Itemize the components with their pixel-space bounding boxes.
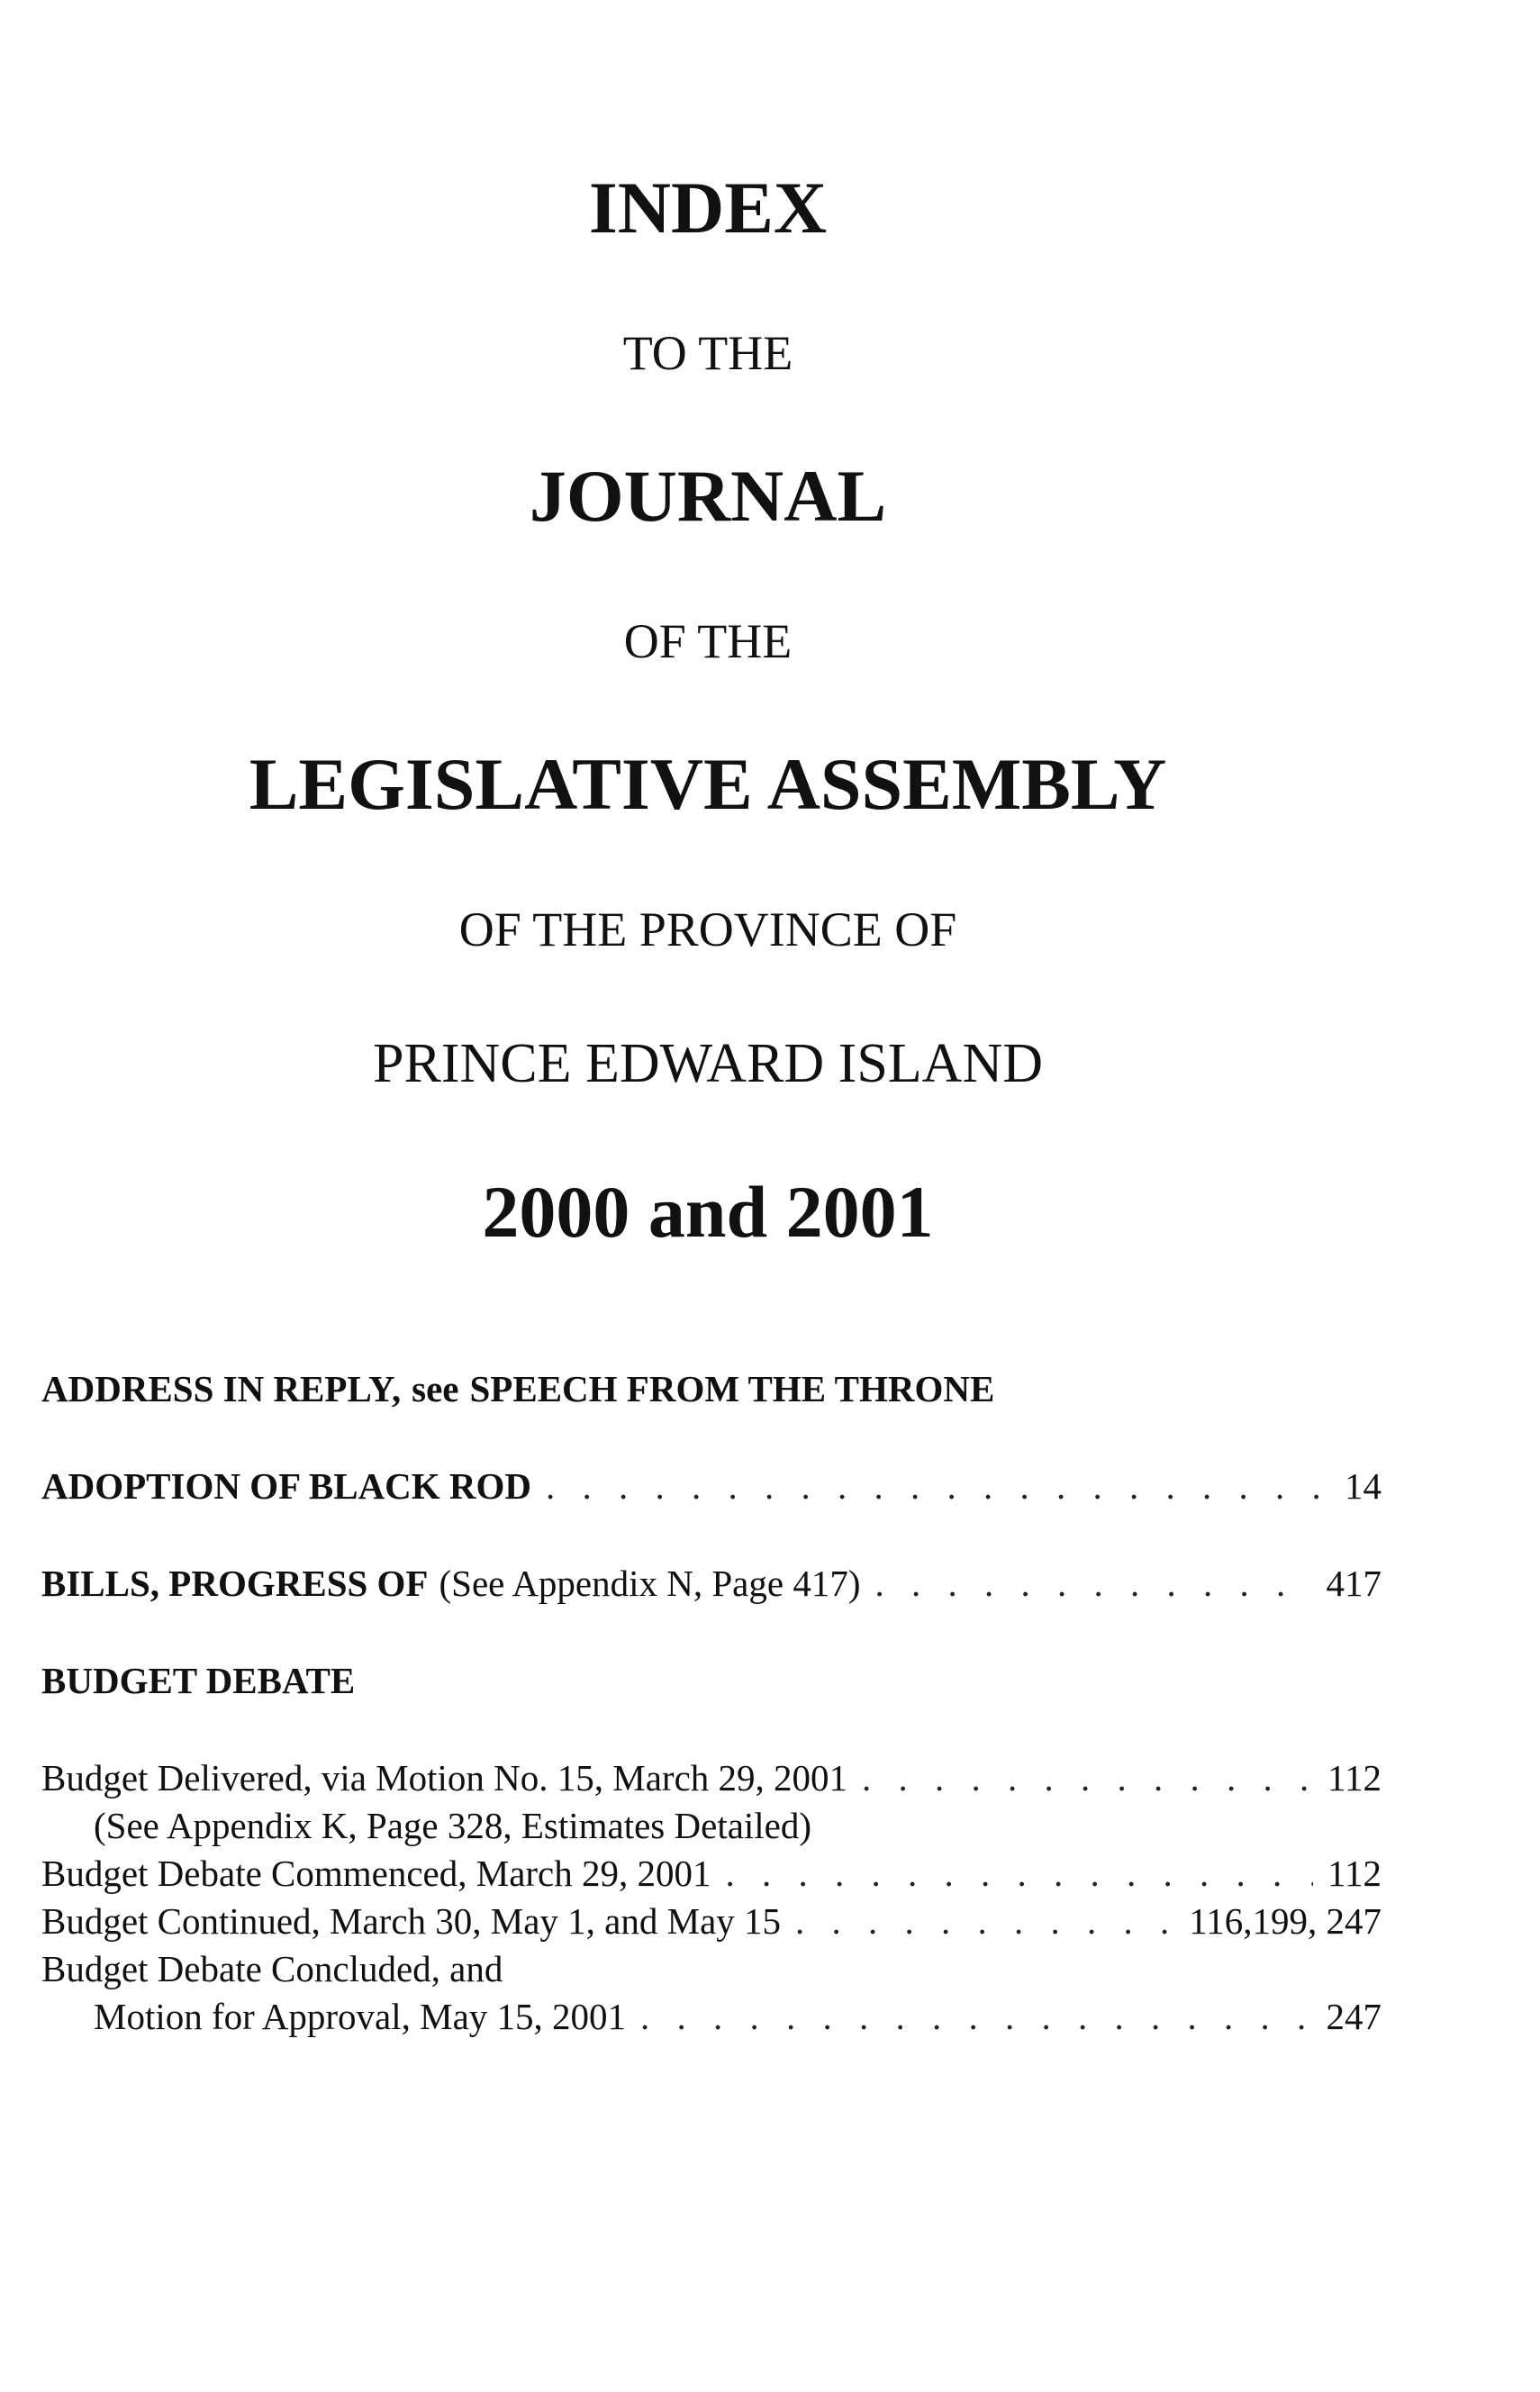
dot-leader bbox=[874, 1565, 1311, 1602]
entry-page-number: 417 bbox=[1326, 1563, 1381, 1604]
subentry-text: Budget Continued, March 30, May 1, and May 15 bbox=[41, 1900, 782, 1942]
dot-leader bbox=[640, 1998, 1311, 2035]
budget-subentry bbox=[41, 1998, 1381, 2035]
index-entry-budget-debate bbox=[41, 1660, 1381, 1701]
subentry-text: Motion for Approval, May 15, 2001 bbox=[94, 1996, 627, 2037]
entry-heading: ADDRESS IN REPLY, bbox=[41, 1368, 402, 1409]
budget-subentry bbox=[41, 1805, 1381, 1846]
budget-subentry bbox=[41, 1757, 1381, 1799]
subentry-page-number: 116,199, 247 bbox=[1189, 1900, 1381, 1942]
title-legislative-assembly: LEGISLATIVE ASSEMBLY bbox=[249, 743, 1167, 825]
entry-see: see bbox=[412, 1368, 459, 1409]
index-entry-bills-progress-of bbox=[41, 1565, 1381, 1602]
dot-leader bbox=[546, 1468, 1330, 1505]
title-index: INDEX bbox=[588, 167, 828, 249]
subentry-text: (See Appendix K, Page 328, Estimates Detailed) bbox=[94, 1805, 812, 1846]
title-years: 2000 and 2001 bbox=[482, 1171, 934, 1253]
budget-subentry bbox=[41, 1855, 1381, 1892]
title-journal: JOURNAL bbox=[529, 455, 887, 537]
index-entry-adoption-of-black-rod bbox=[41, 1465, 1381, 1507]
entry-heading: BUDGET DEBATE bbox=[41, 1660, 356, 1701]
subentry-text: Budget Debate Commenced, March 29, 2001 bbox=[41, 1853, 711, 1894]
entry-note: (See Appendix N, Page 417) bbox=[439, 1563, 861, 1604]
dot-leader bbox=[795, 1903, 1174, 1940]
entry-cross-reference: SPEECH FROM THE THRONE bbox=[469, 1368, 995, 1409]
index-entry-address-in-reply bbox=[41, 1368, 1381, 1409]
budget-subentry bbox=[41, 1948, 1381, 1989]
budget-subentry bbox=[41, 1900, 1381, 1942]
subentry-page-number: 247 bbox=[1326, 1996, 1381, 2037]
title-to-the: TO THE bbox=[622, 326, 793, 380]
subentry-page-number: 112 bbox=[1327, 1757, 1381, 1799]
entry-heading: BILLS, PROGRESS OF bbox=[41, 1563, 429, 1604]
entry-page-number: 14 bbox=[1345, 1465, 1381, 1507]
title-prince-edward-island: PRINCE EDWARD ISLAND bbox=[373, 1033, 1043, 1094]
title-of-the-province-of: OF THE PROVINCE OF bbox=[458, 902, 957, 956]
entry-heading: ADOPTION OF BLACK ROD bbox=[41, 1465, 532, 1507]
subentry-page-number: 112 bbox=[1327, 1853, 1381, 1894]
title-of-the: OF THE bbox=[623, 614, 793, 668]
dot-leader bbox=[726, 1855, 1314, 1892]
dot-leader bbox=[862, 1760, 1313, 1797]
subentry-text: Budget Delivered, via Motion No. 15, March 29, 2001 bbox=[41, 1757, 848, 1799]
subentry-text: Budget Debate Concluded, and bbox=[41, 1948, 503, 1989]
